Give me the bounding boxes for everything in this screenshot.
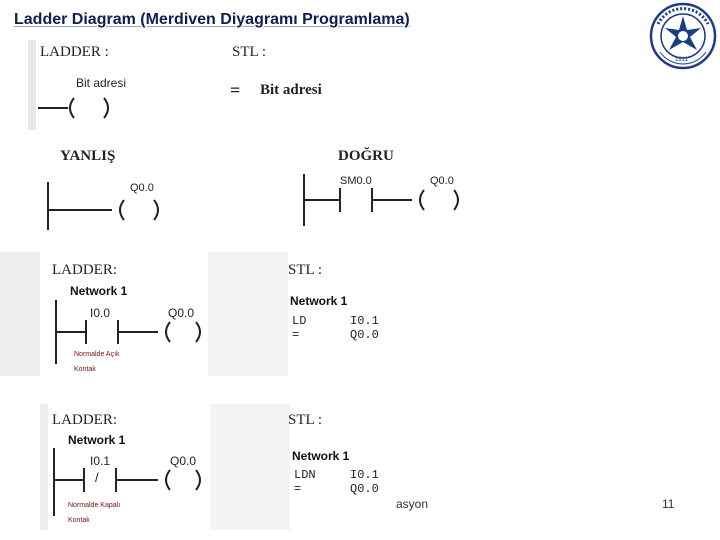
stl-operand-2: Q0.0 (350, 328, 379, 342)
stl-operand: Bit adresi (260, 82, 322, 98)
contact-note-line2: Kontak (74, 366, 96, 373)
contact-address: I0.1 (90, 454, 111, 468)
footer-text: asyon (396, 497, 429, 511)
stl-label: STL : (288, 412, 323, 428)
stl-operand-2: Q0.0 (350, 482, 379, 496)
ladder-label: LADDER : (40, 44, 109, 60)
stl-op-1: LDN (294, 468, 316, 482)
wrong-coil-address: Q0.0 (130, 182, 154, 194)
ladder-network-title: Network 1 (70, 284, 128, 298)
page-number: 11 (662, 497, 675, 511)
stl-network-title: Network 1 (290, 294, 348, 308)
logo-year: 1911 (675, 57, 688, 63)
contact-note-line2: Kontak (68, 517, 90, 524)
stl-label: STL : (288, 262, 323, 278)
contact-note-line1: Normalde Kapalı (68, 502, 121, 509)
ladder-network-title: Network 1 (68, 433, 126, 447)
wrong-label: YANLIŞ (60, 148, 116, 164)
wrong-right-comparison-panel (40, 142, 470, 234)
coil-address: Q0.0 (168, 306, 195, 320)
contact-negation-slash: / (95, 470, 99, 485)
university-logo (648, 2, 718, 70)
stl-op-2: = (292, 328, 300, 342)
normally-closed-contact-panel (40, 404, 392, 530)
stl-op-2: = (294, 482, 302, 496)
contact-address: I0.0 (90, 306, 111, 320)
ladder-label: LADDER: (52, 262, 117, 278)
normally-open-contact-panel (0, 252, 436, 376)
stl-equals: = (230, 80, 241, 100)
page-title: Ladder Diagram (Merdiven Diyagramı Programlama) (14, 11, 410, 28)
normally-closed-ladder-lines (40, 404, 392, 530)
stl-op-1: LD (292, 314, 307, 328)
wrong-right-ladder-lines (40, 142, 470, 234)
right-coil-address: Q0.0 (430, 175, 454, 187)
coil-operand: Bit adresi (76, 76, 127, 90)
coil-address: Q0.0 (170, 454, 197, 468)
contact-note-line1: Normalde Açık (74, 351, 120, 358)
stl-label: STL : (232, 44, 267, 60)
right-label: DOĞRU (338, 148, 394, 164)
ladder-label: LADDER: (52, 412, 117, 428)
right-contact-address: SM0.0 (340, 175, 372, 187)
stl-operand-1: I0.1 (350, 468, 379, 482)
stl-operand-1: I0.1 (350, 314, 379, 328)
stl-network-title: Network 1 (292, 449, 350, 463)
ladder-stl-bit-address-panel (28, 40, 334, 130)
